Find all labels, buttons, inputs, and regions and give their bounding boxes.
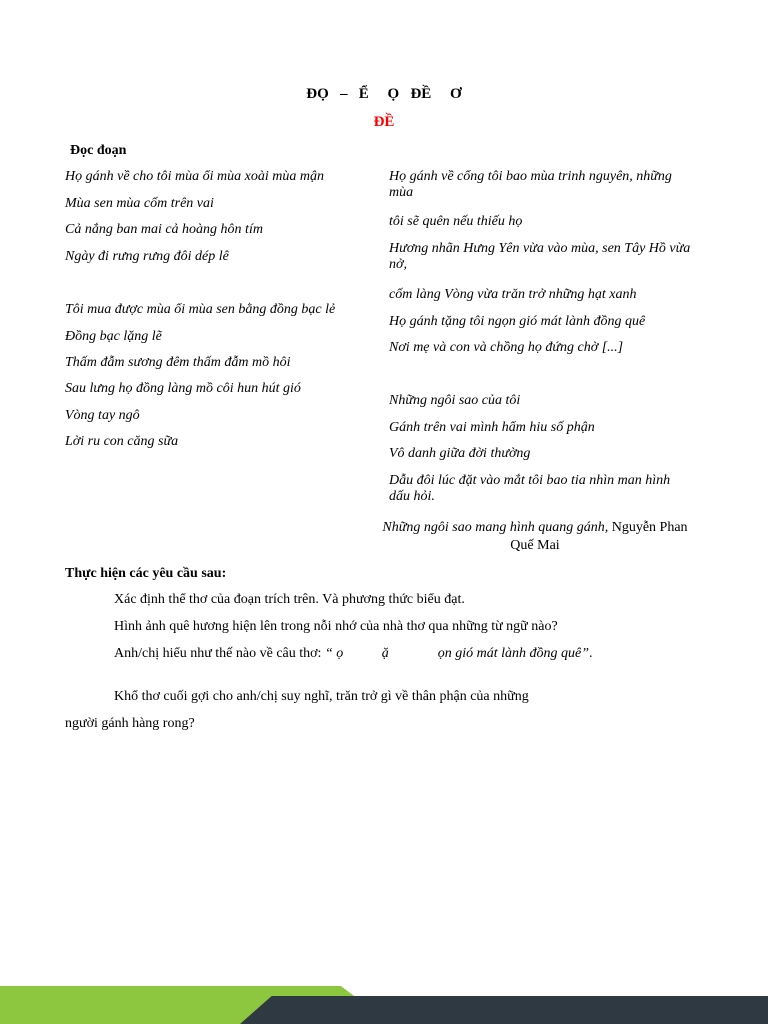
- page-subtitle: ĐỀ: [373, 114, 395, 130]
- poem-line: Vòng tay ngô: [65, 408, 140, 423]
- page-title: ĐỌ – Ể Ọ ĐỀ Ơ: [306, 86, 462, 102]
- poem-line: Họ gánh tặng tôi ngọn gió mát lành đồng quê: [389, 314, 646, 329]
- poem-line: Họ gánh về cổng tôi bao mùa trinh nguyên, những mùa: [389, 169, 672, 200]
- poem-line: Mùa sen mùa cốm trên vai: [65, 196, 214, 211]
- poem-line: Thấm đẫm sương đêm thấm đẫm mồ hôi: [65, 355, 291, 370]
- question-3: [114, 646, 593, 662]
- poem-attribution: [360, 519, 710, 555]
- attribution-author-cont: Quế Mai: [510, 538, 560, 553]
- poem-line: Ngày đi rưng rưng đôi dép lê: [65, 249, 229, 264]
- poem-line: Hương nhãn Hưng Yên vừa vào mùa, sen Tây Hồ vừa nở,: [389, 241, 691, 272]
- poem-line: cốm làng Vòng vừa trăn trở những hạt xanh: [389, 287, 637, 302]
- question-3-prefix: Anh/chị hiểu như thế nào về câu thơ:: [114, 646, 325, 661]
- question-3-suffix: .: [589, 646, 593, 661]
- poem-line: Họ gánh về cho tôi mùa ổi mùa xoài mùa mận: [65, 169, 324, 184]
- poem-line: Tôi mua được mùa ổi mùa sen bằng đồng bạc lẻ: [65, 302, 336, 317]
- question-4: Khổ thơ cuối gợi cho anh/chị suy nghĩ, trăn trở gì về thân phận của những: [114, 689, 529, 704]
- poem-line: Vô danh giữa đời thường: [389, 446, 531, 461]
- poem-line: Nơi mẹ và con và chồng họ đứng chờ [...]: [389, 340, 624, 355]
- poem-line: Lời ru con căng sữa: [65, 434, 179, 449]
- question-3-quote: “ ọ ặ ọn gió mát lành đồng quê”: [324, 646, 590, 661]
- attribution-work: Những ngôi sao mang hình quang gánh,: [382, 520, 609, 535]
- poem-line: Sau lưng họ đồng làng mồ côi hun hút gió: [65, 381, 301, 396]
- question-2: Hình ảnh quê hương hiện lên trong nỗi nhớ của nhà thơ qua những từ ngữ nào?: [114, 619, 558, 634]
- poem-line: Đồng bạc lặng lẽ: [65, 329, 162, 344]
- poem-line: Cả nắng ban mai cả hoàng hôn tím: [65, 222, 263, 237]
- attribution-author: Nguyễn Phan: [608, 520, 688, 535]
- poem-line: Những ngôi sao của tôi: [389, 393, 521, 408]
- question-1: Xác định thể thơ của đoạn trích trên. Và phương thức biểu đạt.: [114, 592, 465, 607]
- question-4-cont: người gánh hàng rong?: [65, 716, 195, 731]
- reading-heading: Đọc đoạn: [70, 143, 127, 158]
- poem-line: Dẫu đôi lúc đặt vào mắt tôi bao tia nhìn man hình dấu hỏi.: [389, 473, 671, 504]
- footer-dark-band: [240, 996, 768, 1024]
- poem-line: Gánh trên vai mình hẩm hiu số phận: [389, 420, 595, 435]
- tasks-heading: Thực hiện các yêu cầu sau:: [65, 566, 227, 581]
- poem-line: tôi sẽ quên nếu thiếu họ: [389, 214, 523, 229]
